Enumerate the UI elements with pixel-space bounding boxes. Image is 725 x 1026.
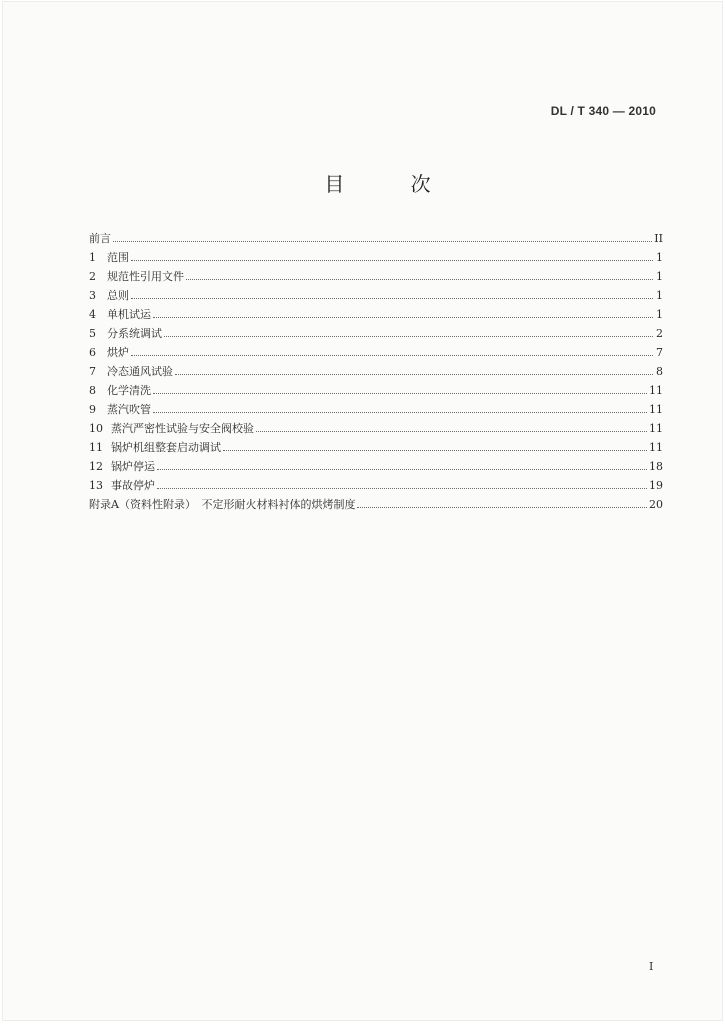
toc-entry-page: II xyxy=(654,232,663,245)
toc-entry-number: 5 xyxy=(89,327,96,340)
toc-entry[interactable] xyxy=(89,476,663,495)
toc-entry-label: 烘炉 xyxy=(107,346,129,359)
toc-leader xyxy=(131,260,653,261)
toc-entry[interactable] xyxy=(89,362,663,381)
toc-entry[interactable] xyxy=(89,248,663,267)
toc-leader xyxy=(113,241,652,242)
toc-entry-label: 锅炉机组整套启动调试 xyxy=(111,441,221,454)
toc-leader xyxy=(153,393,647,394)
toc-entry-number: 4 xyxy=(89,308,96,321)
toc-entry-label: 化学清洗 xyxy=(107,384,151,397)
toc-entry-page: 2 xyxy=(656,327,663,340)
toc-entry-label: 范围 xyxy=(107,251,129,264)
toc-leader xyxy=(131,298,653,299)
toc-entry[interactable] xyxy=(89,286,663,305)
toc-entry-number: 10 xyxy=(89,422,103,435)
toc-leader xyxy=(157,488,647,489)
toc-entry-label: 前言 xyxy=(89,232,111,245)
standard-code: DL / T 340 — 2010 xyxy=(550,104,656,118)
document-page xyxy=(3,2,722,1020)
toc-entry-label: 规范性引用文件 xyxy=(107,270,184,283)
toc-entry[interactable] xyxy=(89,324,663,343)
toc-entry[interactable] xyxy=(89,400,663,419)
toc-entry-number: 13 xyxy=(89,479,103,492)
toc-entry-page: 11 xyxy=(649,384,663,397)
toc-entry-page: 7 xyxy=(656,346,663,359)
toc-entry-number: 3 xyxy=(89,289,96,302)
toc-entry[interactable] xyxy=(89,343,663,362)
toc-entry[interactable] xyxy=(89,381,663,400)
toc-leader xyxy=(357,507,647,508)
toc-leader xyxy=(175,374,653,375)
toc-entry-number: 8 xyxy=(89,384,96,397)
toc-entry-label: 事故停炉 xyxy=(111,479,155,492)
toc-entry[interactable] xyxy=(89,419,663,438)
toc-entry[interactable] xyxy=(89,438,663,457)
toc-entry-label: 蒸汽严密性试验与安全阀校验 xyxy=(111,422,254,435)
toc-entry-number: 7 xyxy=(89,365,96,378)
toc-entry-page: 1 xyxy=(656,289,663,302)
toc-entry-label: 蒸汽吹管 xyxy=(107,403,151,416)
toc-leader xyxy=(223,450,647,451)
page-title: 目 次 xyxy=(324,172,461,196)
toc-entry-label: 单机试运 xyxy=(107,308,151,321)
toc-leader xyxy=(164,336,653,337)
toc-leader xyxy=(186,279,653,280)
toc-leader xyxy=(153,412,647,413)
toc-leader xyxy=(256,431,647,432)
toc-entry-label: 分系统调试 xyxy=(107,327,162,340)
toc-entry-label: 锅炉停运 xyxy=(111,460,155,473)
toc-entry-label: 总则 xyxy=(107,289,129,302)
toc-entry-label: 附录A（资料性附录） 不定形耐火材料衬体的烘烤制度 xyxy=(89,498,356,511)
toc-entry-page: 1 xyxy=(656,251,663,264)
toc-entry-page: 11 xyxy=(649,441,663,454)
toc-entry-page: 19 xyxy=(649,479,663,492)
page-number: I xyxy=(649,960,654,973)
toc-entry-appendix[interactable] xyxy=(89,495,663,514)
toc-entry-number: 6 xyxy=(89,346,96,359)
toc-leader xyxy=(131,355,653,356)
toc-entry-label: 冷态通风试验 xyxy=(107,365,173,378)
toc-entry-number: 1 xyxy=(89,251,96,264)
toc-entry[interactable] xyxy=(89,229,663,248)
toc-entry-number: 9 xyxy=(89,403,96,416)
toc-entry-page: 18 xyxy=(649,460,663,473)
toc-entry-page: 1 xyxy=(656,270,663,283)
toc-entry-number: 11 xyxy=(89,441,103,454)
toc-leader xyxy=(157,469,647,470)
toc-entry-number: 2 xyxy=(89,270,96,283)
toc-entry[interactable] xyxy=(89,457,663,476)
toc-entry[interactable] xyxy=(89,305,663,324)
toc-entry-page: 20 xyxy=(649,498,663,511)
toc-entry-page: 1 xyxy=(656,308,663,321)
toc-leader xyxy=(153,317,653,318)
toc-entry[interactable] xyxy=(89,267,663,286)
toc-entry-page: 11 xyxy=(649,403,663,416)
table-of-contents xyxy=(89,229,663,514)
toc-entry-number: 12 xyxy=(89,460,103,473)
toc-entry-page: 8 xyxy=(656,365,663,378)
toc-entry-page: 11 xyxy=(649,422,663,435)
